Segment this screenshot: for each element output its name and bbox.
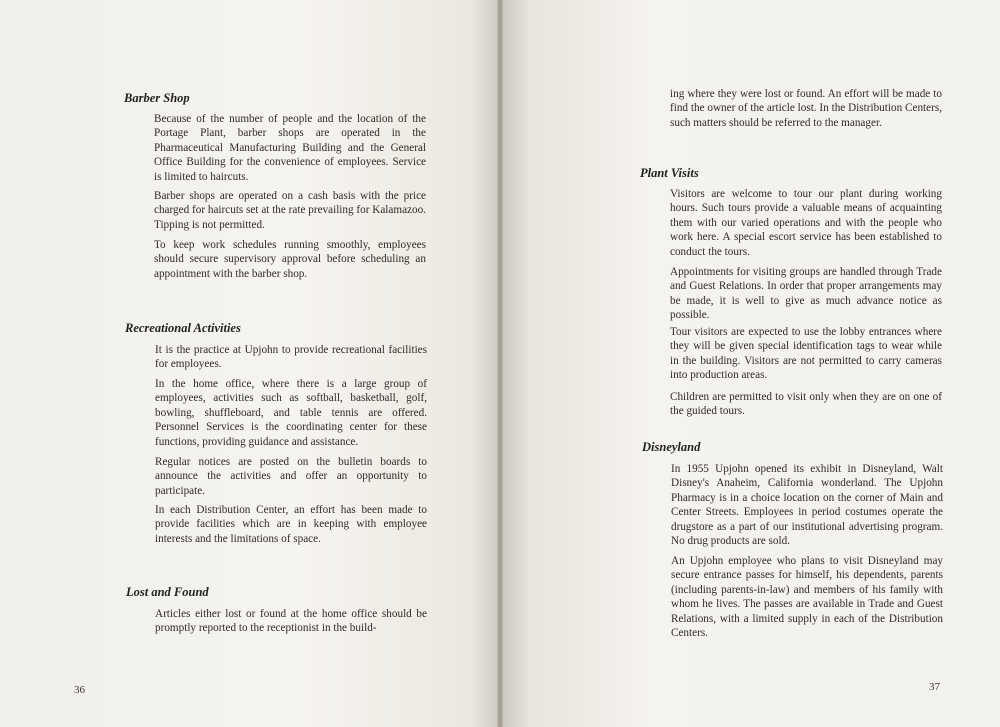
paragraph: Appointments for visiting groups are handled through Trade and Guest Relations. In order that proper arrangements may be made, it is well to give as much advance notice as possible.: [670, 266, 942, 322]
paragraph: Tour visitors are expected to use the lobby entrances where they will be given special identification tags to wear while in the building. Visitors are not permitted to carry cameras into production areas.: [670, 326, 942, 382]
paragraph: Visitors are welcome to tour our plant during working hours. Such tours provide a valuable means of acquainting them with our varied operations and with the people who work here. A special escort service has been established to conduct the tours.: [670, 188, 942, 258]
paragraph: In 1955 Upjohn opened its exhibit in Disneyland, Walt Disney's Anaheim, California wonderland. The Upjohn Pharmacy is in a choice location on the corner of Main and Center Streets. Employees in period costumes operate the drugstore as a part of our institutional advertising program. No drug products are sold.: [671, 463, 943, 548]
paragraph: In the home office, where there is a large group of employees, activities such as softball, basketball, golf, bowling, shuffleboard, and table tennis are offered. Personnel Services is the coordinating center for these functions, providing guidance and assistance.: [155, 378, 427, 448]
heading-barber-shop: Barber Shop: [124, 91, 190, 105]
paragraph: Barber shops are operated on a cash basis with the price charged for haircuts set at the rate prevailing for Kalamazoo. Tipping is not permitted.: [154, 190, 426, 231]
paragraph: Because of the number of people and the location of the Portage Plant, barber shops are operated in the Pharmaceutical Manufacturing Building and the General Office Building for the convenience of employees. Service is limited to haircuts.: [154, 113, 426, 183]
heading-recreational-activities: Recreational Activities: [125, 321, 241, 335]
book-gutter: [497, 0, 503, 727]
paragraph: Children are permitted to visit only when they are on one of the guided tours.: [670, 391, 942, 418]
right-page: [500, 0, 1000, 727]
paragraph: To keep work schedules running smoothly, employees should secure supervisory approval before scheduling an appointment with the barber shop.: [154, 239, 426, 280]
page-number-right: 37: [929, 681, 940, 693]
paragraph: In each Distribution Center, an effort has been made to provide facilities which are in keeping with employee interests and the limitations of space.: [155, 504, 427, 545]
page-number-left: 36: [74, 684, 85, 696]
heading-lost-and-found: Lost and Found: [126, 585, 209, 599]
paragraph: Articles either lost or found at the home office should be promptly reported to the receptionist in the build-: [155, 608, 427, 635]
heading-disneyland: Disneyland: [642, 440, 701, 454]
paragraph: An Upjohn employee who plans to visit Disneyland may secure entrance passes for himself, his dependents, parents (including parents-in-law) and members of his family with whom he lives. The passes are available in Trade and Guest Relations, with a limited supply in each of the Distribution Centers.: [671, 555, 943, 640]
heading-plant-visits: Plant Visits: [640, 166, 699, 180]
paragraph: It is the practice at Upjohn to provide recreational facilities for employees.: [155, 344, 427, 371]
continuation-paragraph: ing where they were lost or found. An effort will be made to find the owner of the article lost. In the Distribution Centers, such matters should be referred to the manager.: [670, 88, 942, 129]
paragraph: Regular notices are posted on the bulletin boards to announce the activities and offer an opportunity to participate.: [155, 456, 427, 497]
